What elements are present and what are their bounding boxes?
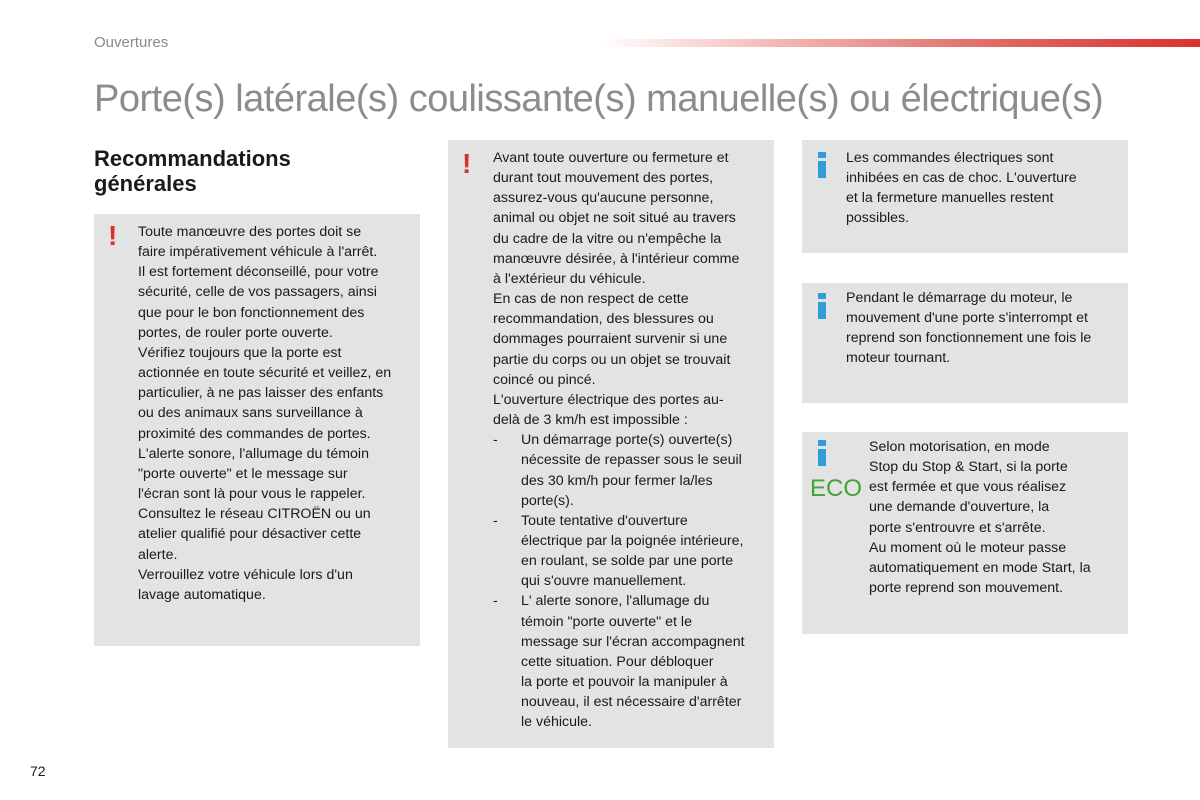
text-line: est fermée et que vous réalisez — [869, 479, 1067, 496]
text-line: nécessite de repasser sous le seuil — [521, 452, 742, 469]
list-item — [493, 430, 771, 511]
text-line: En cas de non respect de cette — [493, 291, 689, 308]
text-line: Toute tentative d'ouverture — [521, 512, 688, 529]
text-line: proximité des commandes de portes. — [138, 425, 371, 442]
text-line: particulier, à ne pas laisser des enfants — [138, 385, 384, 402]
page-number: 72 — [30, 763, 46, 779]
text-line: alerte. — [138, 546, 178, 563]
text-line: le véhicule. — [521, 714, 592, 731]
text-line: coincé ou pincé. — [493, 371, 596, 388]
text-line: partie du corps ou un objet se trouvait — [493, 351, 731, 368]
text-line: assurez-vous qu'aucune personne, — [493, 190, 714, 207]
list-dash: - — [493, 432, 498, 449]
list-dash: - — [493, 512, 498, 529]
text-line: qui s'ouvre manuellement. — [521, 573, 687, 590]
text-line: Vérifiez toujours que la porte est — [138, 344, 342, 361]
text-line: faire impérativement véhicule à l'arrêt. — [138, 244, 378, 261]
text-line: cette situation. Pour débloquer — [521, 653, 714, 670]
text-line: Il est fortement déconseillé, pour votre — [138, 264, 379, 281]
text-line: ou des animaux sans surveillance à — [138, 405, 363, 422]
warning-exclamation-icon: ! — [108, 220, 118, 251]
text-line: sécurité, celle de vos passagers, ainsi — [138, 284, 377, 301]
info-shock-text — [846, 148, 1124, 229]
text-line: Selon motorisation, en mode — [869, 439, 1050, 455]
text-line: reprend son fonctionnement une fois le — [846, 330, 1092, 347]
text-line: message sur l'écran accompagnent — [521, 633, 745, 650]
text-line: automatiquement en mode Start, la — [869, 559, 1091, 576]
text-line: lavage automatique. — [138, 586, 266, 603]
text-line: L' alerte sonore, l'allumage du — [521, 593, 710, 610]
list-dash: - — [493, 593, 498, 610]
text-line: Pendant le démarrage du moteur, le — [846, 290, 1073, 306]
text-line: que pour le bon fonctionnement des — [138, 304, 365, 321]
text-line: animal ou objet ne soit situé au travers — [493, 210, 736, 227]
text-line: électrique par la poignée intérieure, — [521, 532, 744, 549]
info-start-box — [802, 283, 1128, 403]
section-heading-line: générales — [94, 171, 197, 196]
general-warning-text — [138, 222, 418, 605]
text-line: delà de 3 km/h est impossible : — [493, 412, 688, 429]
text-line: la porte et pouvoir la manipuler à — [521, 674, 728, 691]
text-line: porte(s). — [521, 492, 574, 509]
text-line: inhibées en cas de choc. L'ouverture — [846, 170, 1077, 187]
text-line: Toute manœuvre des portes doit se — [138, 224, 362, 240]
info-icon — [818, 293, 826, 319]
list-item — [493, 591, 771, 732]
eco-icon: ECO — [810, 475, 863, 502]
page-title: Porte(s) latérale(s) coulissante(s) manuelle(s) ou électrique(s) — [94, 78, 1104, 120]
text-line: portes, de rouler porte ouverte. — [138, 324, 333, 341]
info-shock-box — [802, 140, 1128, 253]
info-icon — [818, 440, 826, 466]
info-eco-box — [802, 432, 1128, 634]
text-line: actionnée en toute sécurité et veillez, en — [138, 365, 392, 382]
text-line: durant tout mouvement des portes, — [493, 170, 714, 187]
info-start-text — [846, 288, 1126, 369]
text-line: porte s'entrouvre et s'arrête. — [869, 519, 1046, 536]
text-line: Consultez le réseau CITROËN ou un — [138, 506, 371, 523]
general-warning-box — [94, 214, 420, 646]
text-line: nouveau, il est nécessaire d'arrêter — [521, 694, 742, 711]
text-line: possibles. — [846, 210, 910, 227]
text-line: "porte ouverte" et le message sur — [138, 465, 348, 482]
text-line: moteur tournant. — [846, 350, 951, 367]
text-line: Les commandes électriques sont — [846, 150, 1054, 166]
text-line: à l'extérieur du véhicule. — [493, 270, 646, 287]
text-line: mouvement d'une porte s'interrompt et — [846, 310, 1088, 327]
section-heading — [94, 146, 291, 196]
text-line: Verrouillez votre véhicule lors d'un — [138, 566, 353, 583]
opening-warning-text — [493, 148, 771, 733]
text-line: porte reprend son mouvement. — [869, 580, 1064, 597]
text-line: l'écran sont là pour vous le rappeler. — [138, 486, 366, 503]
text-line: en roulant, se solde par une porte — [521, 553, 734, 570]
text-line: et la fermeture manuelles restent — [846, 190, 1054, 207]
info-eco-text — [869, 437, 1125, 598]
section-label: Ouvertures — [94, 34, 169, 51]
text-line: Au moment où le moteur passe — [869, 539, 1067, 556]
text-line: une demande d'ouverture, la — [869, 499, 1050, 516]
info-icon — [818, 152, 826, 178]
opening-warning-box — [448, 140, 774, 748]
text-line: atelier qualifié pour désactiver cette — [138, 526, 362, 543]
text-line: Avant toute ouverture ou fermeture et — [493, 150, 729, 166]
text-line: des 30 km/h pour fermer la/les — [521, 472, 713, 489]
text-line: manœuvre désirée, à l'intérieur comme — [493, 250, 740, 267]
text-line: Stop du Stop & Start, si la porte — [869, 459, 1068, 476]
text-line: recommandation, des blessures ou — [493, 311, 714, 328]
text-line: dommages pourraient survenir si une — [493, 331, 728, 348]
text-line: L'alerte sonore, l'allumage du témoin — [138, 445, 369, 462]
list-item — [493, 511, 771, 592]
text-line: L'ouverture électrique des portes au- — [493, 391, 724, 408]
text-line: du cadre de la vitre ou n'empêche la — [493, 230, 722, 247]
warning-exclamation-icon: ! — [462, 148, 472, 179]
section-heading-line: Recommandations — [94, 146, 291, 171]
text-line: Un démarrage porte(s) ouverte(s) — [521, 432, 733, 449]
text-line: témoin "porte ouverte" et le — [521, 613, 692, 630]
header-accent-bar — [600, 39, 1200, 47]
